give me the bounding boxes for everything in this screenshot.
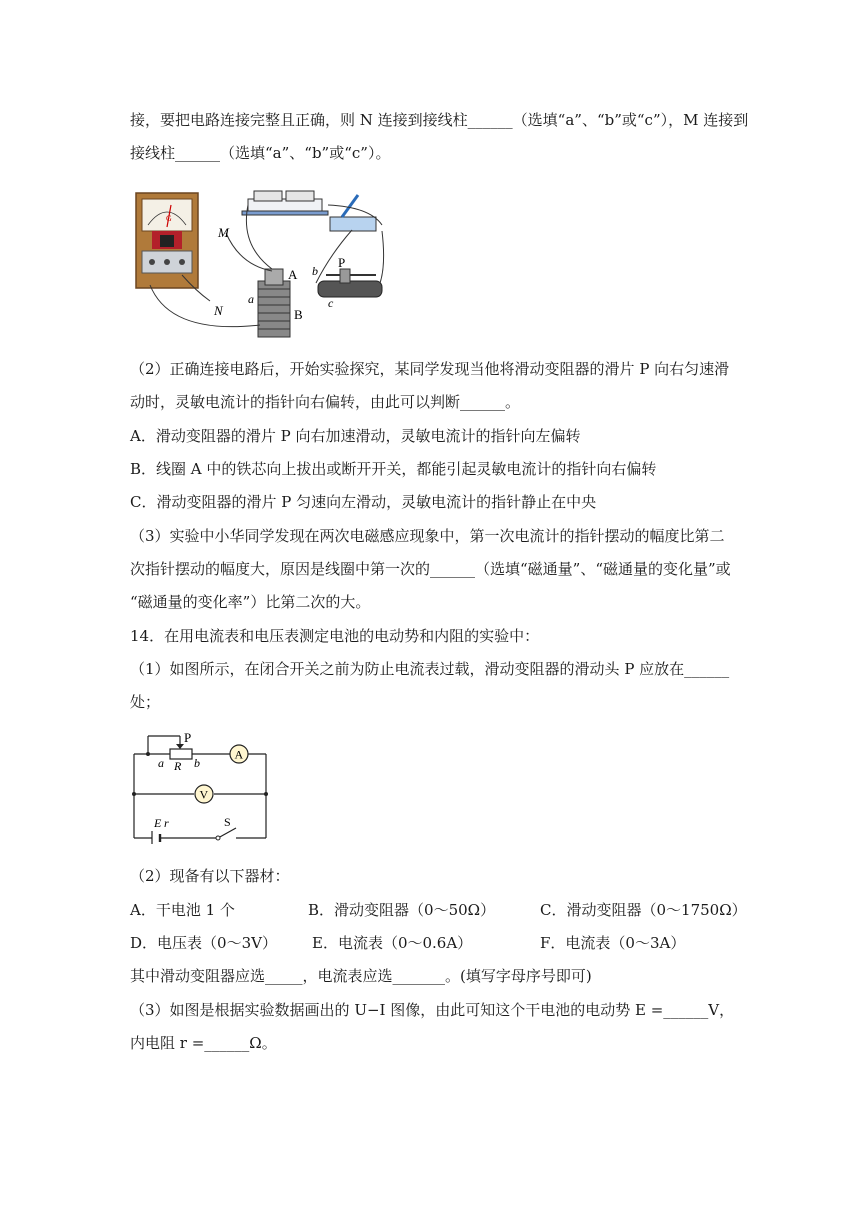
label-a-upper: A	[288, 267, 298, 282]
line-6: B．线圈 A 中的铁芯向上拔出或断开开关，都能引起灵敏电流计的指针向右偏转	[130, 460, 657, 478]
line-14: （2）现备有以下器材：	[130, 867, 290, 885]
line-19: 内电阻 r =______Ω。	[130, 1034, 277, 1052]
label-a-lower: a	[248, 292, 254, 306]
line-3: （2）正确连接电路后，开始实验探究，某同学发现当他将滑动变阻器的滑片 P 向右匀速滑	[130, 360, 730, 378]
label-p2: P	[184, 730, 192, 745]
line-5: A．滑动变阻器的滑片 P 向右加速滑动，灵敏电流计的指针向左偏转	[130, 427, 581, 445]
circuit-diagram	[128, 730, 273, 844]
label-a2: a	[158, 756, 164, 770]
line-2: 接线柱______（选填“a”、“b”或“c”）。	[130, 144, 391, 162]
slider-arrow	[176, 744, 184, 749]
battery-holder	[242, 191, 328, 215]
label-r-resistor: R	[174, 759, 182, 773]
junction-dot	[132, 792, 136, 796]
line-15b: B．滑动变阻器（0～50Ω）	[308, 901, 496, 919]
line-7: C．滑动变阻器的滑片 P 匀速向左滑动，灵敏电流计的指针静止在中央	[130, 493, 597, 511]
line-1: 接，要把电路连接完整且正确，则 N 连接到接线柱______（选填“a”、“b”或“c”），M 连接到	[130, 111, 749, 129]
line-15c: C．滑动变阻器（0～1750Ω）	[540, 901, 747, 919]
label-m: M	[218, 225, 229, 240]
line-9: 次指针摆动的幅度大，原因是线圈中第一次的______（选填“磁通量”、“磁通量的变化量”或	[130, 560, 731, 578]
line-16a: D．电压表（0～3V）	[130, 934, 277, 952]
label-c-lower: c	[328, 296, 334, 310]
line-11: 14．在用电流表和电压表测定电池的电动势和内阻的实验中：	[130, 627, 540, 645]
resistor-r	[170, 749, 192, 759]
knife-switch	[330, 195, 376, 231]
voltmeter-label: V	[199, 787, 209, 802]
label-b-lower: b	[312, 264, 318, 278]
line-18: （3）如图是根据实验数据画出的 U−I 图像，由此可知这个干电池的电动势 E =______V，	[130, 1001, 735, 1019]
line-13: 处；	[130, 693, 161, 711]
coil-b	[258, 269, 290, 337]
switch-contact	[216, 836, 220, 840]
junction-dot	[146, 752, 150, 756]
line-8: （3）实验中小华同学发现在两次电磁感应现象中，第一次电流计的指针摆动的幅度比第二	[130, 527, 725, 545]
label-b-upper: B	[294, 307, 303, 322]
line-16b: E．电流表（0～0.6A）	[312, 934, 473, 952]
junction-dot	[264, 792, 268, 796]
line-15a: A．干电池 1 个	[130, 901, 235, 919]
label-p: P	[338, 255, 346, 270]
label-n: N	[214, 303, 223, 318]
induction-apparatus-figure	[130, 185, 410, 345]
rheostat	[318, 269, 382, 297]
label-b2: b	[194, 756, 200, 770]
label-s: S	[224, 815, 231, 829]
label-r-internal: r	[164, 816, 169, 830]
line-10: “磁通量的变化率”）比第二次的大。	[130, 593, 371, 611]
line-16c: F．电流表（0～3A）	[540, 934, 686, 952]
galvanometer	[136, 193, 198, 288]
line-4: 动时，灵敏电流计的指针向右偏转，由此可以判断______。	[130, 393, 521, 411]
line-12: （1）如图所示，在闭合开关之前为防止电流表过载，滑动变阻器的滑动头 P 应放在______	[130, 660, 730, 678]
ammeter-label: A	[234, 747, 244, 762]
line-17: 其中滑动变阻器应选_____，电流表应选_______。(填写字母序号即可)	[130, 967, 592, 985]
galvanometer-label: G	[166, 214, 172, 223]
label-e: E	[154, 816, 162, 830]
